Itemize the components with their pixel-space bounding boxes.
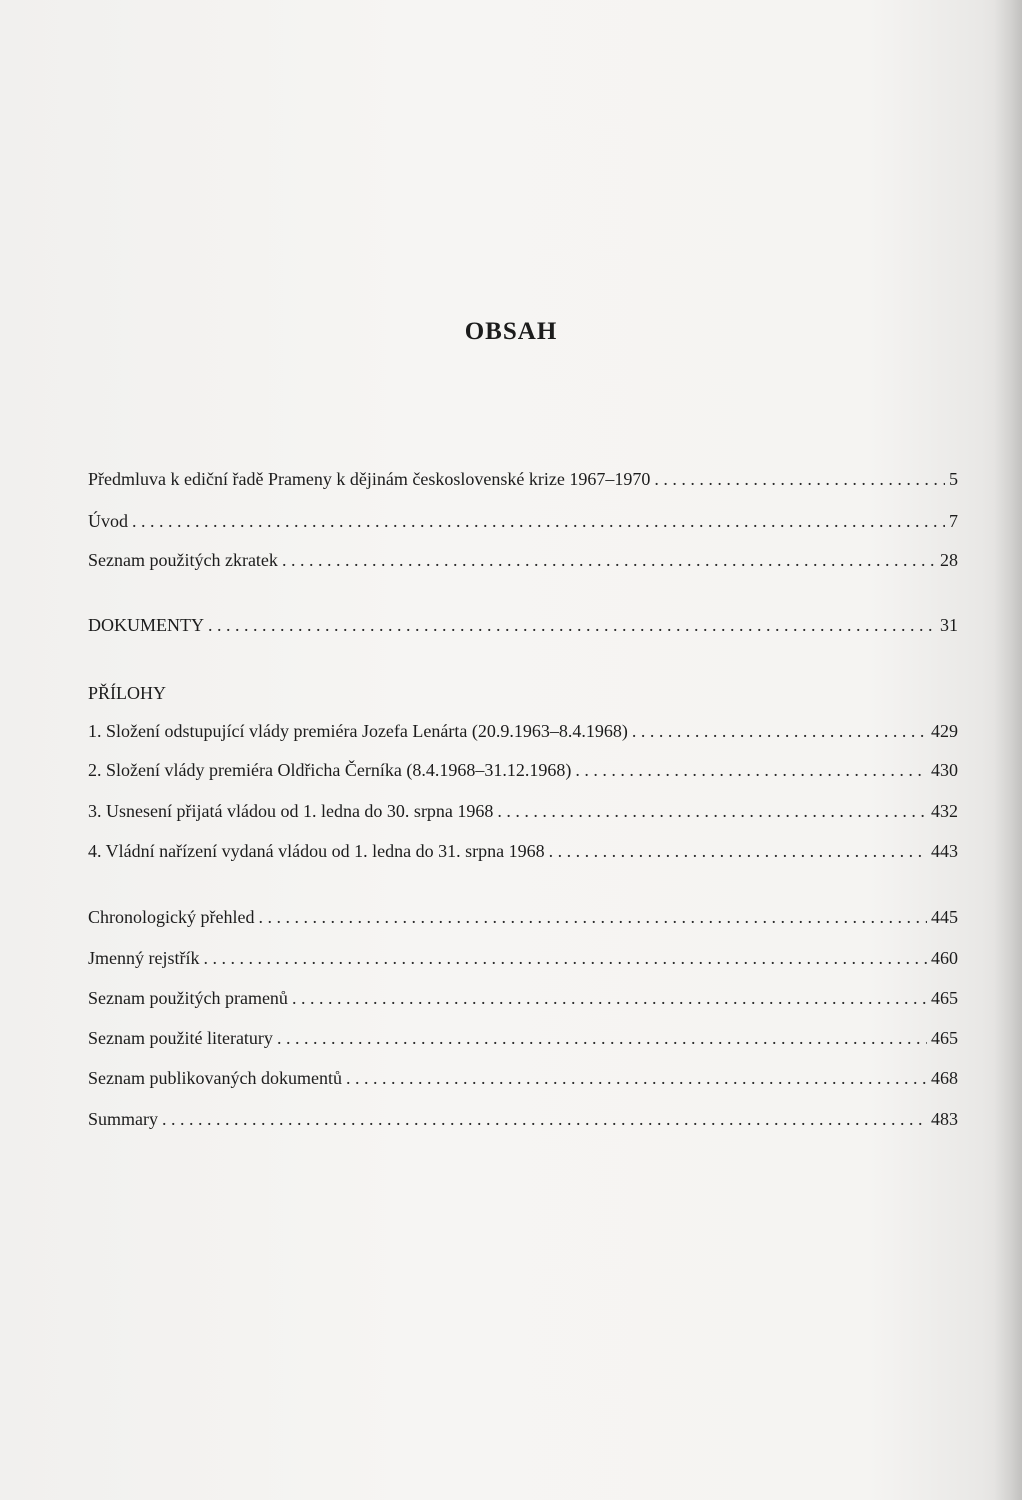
toc-entry-page: 468 [931, 1068, 958, 1088]
dot-leader [162, 1108, 927, 1130]
toc-entry-page: 5 [949, 469, 958, 489]
dot-leader [497, 800, 927, 822]
toc-entry[interactable] [88, 1108, 958, 1130]
toc-entry[interactable] [88, 468, 958, 490]
toc-entry[interactable] [88, 840, 958, 862]
toc-entry-page: 31 [940, 615, 958, 635]
toc-entry[interactable] [88, 987, 958, 1009]
toc-entry-page: 445 [931, 907, 958, 927]
dot-leader [549, 840, 927, 862]
page-title: OBSAH [464, 318, 558, 345]
toc-entry-page: 465 [931, 988, 958, 1008]
toc-entry-page: 465 [931, 1028, 958, 1048]
toc-entry-label: 4. Vládní nařízení vydaná vládou od 1. ledna do 31. srpna 1968 [88, 841, 545, 861]
toc-entry[interactable] [88, 720, 958, 742]
dot-leader [208, 614, 936, 636]
dot-leader [654, 468, 945, 490]
toc-entry-label: Seznam publikovaných dokumentů [88, 1068, 342, 1088]
toc-entry-page: 443 [931, 841, 958, 861]
toc-entry[interactable] [88, 549, 958, 571]
dot-leader [575, 759, 927, 781]
appendix-heading: PŘÍLOHY [88, 683, 167, 703]
toc-entry-label: Seznam použité literatury [88, 1028, 273, 1048]
dot-leader [282, 549, 936, 571]
toc-entry-page: 483 [931, 1109, 958, 1129]
toc-entry-page: 460 [931, 948, 958, 968]
toc-entry-label: DOKUMENTY [88, 615, 204, 635]
toc-entry-label: 1. Složení odstupující vlády premiéra Jozefa Lenárta (20.9.1963–8.4.1968) [88, 721, 628, 741]
toc-entry-page: 429 [931, 721, 958, 741]
toc-entry-page: 430 [931, 760, 958, 780]
toc-entry[interactable] [88, 1027, 958, 1049]
toc-entry[interactable] [88, 947, 958, 969]
dot-leader [203, 947, 927, 969]
dot-leader [346, 1067, 927, 1089]
toc-entry[interactable] [88, 614, 958, 636]
toc-entry[interactable] [88, 906, 958, 928]
toc-entry-page: 7 [949, 511, 958, 531]
toc-entry-label: Úvod [88, 511, 128, 531]
toc-entry[interactable] [88, 800, 958, 822]
toc-entry-label: Jmenný rejstřík [88, 948, 200, 968]
toc-entry-label: Summary [88, 1109, 158, 1129]
toc-entry-page: 28 [940, 550, 958, 570]
toc-entry-page: 432 [931, 801, 958, 821]
dot-leader [632, 720, 927, 742]
toc-entry[interactable] [88, 510, 958, 532]
dot-leader [292, 987, 927, 1009]
dot-leader [132, 510, 945, 532]
toc-entry[interactable] [88, 759, 958, 781]
toc-entry-label: Předmluva k ediční řadě Prameny k dějinám československé krize 1967–1970 [88, 469, 651, 489]
toc-entry-label: Seznam použitých zkratek [88, 550, 278, 570]
toc-entry-label: 2. Složení vlády premiéra Oldřicha Černíka (8.4.1968–31.12.1968) [88, 760, 572, 780]
spine-shadow [994, 0, 1022, 1500]
dot-leader [277, 1027, 927, 1049]
toc-entry-label: Seznam použitých pramenů [88, 988, 288, 1008]
toc-entry-label: 3. Usnesení přijatá vládou od 1. ledna do 30. srpna 1968 [88, 801, 494, 821]
dot-leader [258, 906, 927, 928]
toc-entry-label: Chronologický přehled [88, 907, 255, 927]
toc-entry[interactable] [88, 1067, 958, 1089]
